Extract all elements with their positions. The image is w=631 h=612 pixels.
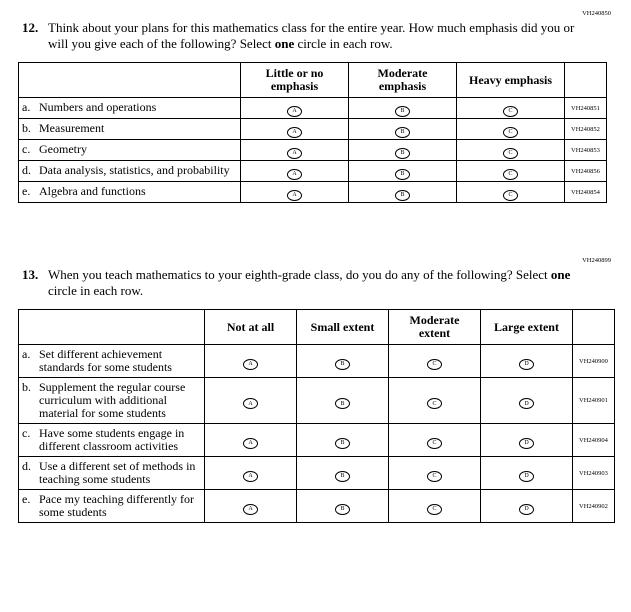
- row-code: VH240901: [573, 378, 615, 424]
- row-label-cell: [19, 119, 241, 140]
- option-cell: [297, 457, 389, 490]
- answer-bubble[interactable]: [427, 438, 442, 449]
- bubble-letter: A: [292, 171, 297, 177]
- option-cell: [241, 119, 349, 140]
- q13-response-table: [18, 309, 615, 523]
- bubble-letter: D: [524, 400, 529, 407]
- question-number: 13.: [22, 267, 39, 282]
- column-header: Large extent: [481, 310, 573, 345]
- option-cell: [241, 98, 349, 119]
- bubble-letter: A: [248, 440, 253, 446]
- answer-bubble[interactable]: [243, 398, 258, 409]
- answer-bubble[interactable]: [395, 148, 410, 159]
- row-code: VH240851: [565, 98, 607, 119]
- header-empty-cell: [19, 310, 205, 345]
- column-header: Moderate emphasis: [349, 63, 457, 98]
- row-label: Algebra and functions: [39, 184, 146, 198]
- question-13-section: [0, 257, 631, 523]
- row-label-cell: [19, 378, 205, 424]
- option-cell: [457, 119, 565, 140]
- question-prompt: [22, 267, 631, 299]
- bubble-letter: C: [432, 506, 437, 512]
- option-cell: [481, 490, 573, 523]
- row-letter: c.: [22, 142, 31, 156]
- option-cell: [481, 345, 573, 378]
- table-row: [19, 119, 607, 140]
- option-cell: [205, 490, 297, 523]
- answer-bubble[interactable]: [287, 169, 302, 180]
- answer-bubble[interactable]: [287, 127, 302, 138]
- row-letter: e.: [22, 184, 31, 198]
- answer-bubble[interactable]: [395, 127, 410, 138]
- bubble-letter: C: [432, 361, 437, 367]
- answer-bubble[interactable]: [519, 471, 534, 482]
- bubble-letter: C: [432, 473, 437, 479]
- table-row: [19, 345, 615, 378]
- row-letter: b.: [22, 380, 31, 394]
- answer-bubble[interactable]: [287, 148, 302, 159]
- bubble-letter: A: [248, 506, 253, 512]
- row-code: VH240904: [573, 424, 615, 457]
- row-code: VH240902: [573, 490, 615, 523]
- bubble-letter: C: [508, 171, 513, 177]
- row-label-cell: [19, 490, 205, 523]
- row-label: Measurement: [39, 121, 105, 135]
- row-letter: b.: [22, 121, 31, 135]
- question-number: 12.: [22, 20, 39, 35]
- option-cell: [349, 161, 457, 182]
- table-row: [19, 490, 615, 523]
- bubble-letter: B: [340, 506, 345, 512]
- bubble-letter: B: [400, 108, 405, 114]
- bubble-letter: D: [524, 506, 529, 512]
- row-code: VH240853: [565, 140, 607, 161]
- option-cell: [457, 161, 565, 182]
- bubble-letter: C: [508, 129, 513, 135]
- option-cell: [481, 457, 573, 490]
- answer-bubble[interactable]: [395, 106, 410, 117]
- bubble-letter: A: [292, 192, 297, 198]
- bubble-letter: B: [340, 361, 345, 367]
- option-cell: [389, 490, 481, 523]
- bubble-letter: D: [524, 473, 529, 479]
- bubble-letter: C: [508, 150, 513, 156]
- option-cell: [241, 161, 349, 182]
- row-label-cell: [19, 140, 241, 161]
- column-header: Small extent: [297, 310, 389, 345]
- answer-bubble[interactable]: [519, 504, 534, 515]
- bubble-letter: A: [248, 473, 253, 479]
- answer-bubble[interactable]: [335, 359, 350, 370]
- bubble-letter: C: [432, 400, 437, 407]
- bubble-letter: C: [508, 192, 513, 198]
- row-code: VH240903: [573, 457, 615, 490]
- table-row: [19, 424, 615, 457]
- answer-bubble[interactable]: [519, 438, 534, 449]
- answer-bubble[interactable]: [503, 148, 518, 159]
- option-cell: [481, 378, 573, 424]
- row-label-cell: [19, 182, 241, 203]
- answer-bubble[interactable]: [503, 169, 518, 180]
- answer-bubble[interactable]: [427, 359, 442, 370]
- option-cell: [297, 345, 389, 378]
- bubble-letter: A: [292, 129, 297, 135]
- column-header: Little or no emphasis: [241, 63, 349, 98]
- bubble-letter: A: [248, 361, 253, 367]
- bubble-letter: A: [292, 108, 297, 114]
- answer-bubble[interactable]: [335, 438, 350, 449]
- option-cell: [457, 140, 565, 161]
- row-label: Set different achievement standards for some students: [39, 347, 172, 374]
- option-cell: [205, 424, 297, 457]
- option-cell: [457, 182, 565, 203]
- option-cell: [205, 378, 297, 424]
- table-row: [19, 161, 607, 182]
- column-header: Heavy emphasis: [457, 63, 565, 98]
- bubble-letter: B: [400, 129, 405, 135]
- answer-bubble[interactable]: [427, 504, 442, 515]
- bubble-letter: C: [432, 440, 437, 446]
- option-cell: [389, 457, 481, 490]
- bubble-letter: B: [400, 192, 405, 198]
- answer-bubble[interactable]: [503, 106, 518, 117]
- bubble-letter: B: [400, 150, 405, 156]
- answer-bubble[interactable]: [427, 471, 442, 482]
- row-letter: a.: [22, 100, 31, 114]
- answer-bubble[interactable]: [287, 190, 302, 201]
- option-cell: [297, 424, 389, 457]
- table-row: [19, 182, 607, 203]
- answer-bubble[interactable]: [519, 359, 534, 370]
- bubble-letter: D: [524, 440, 529, 446]
- option-cell: [349, 98, 457, 119]
- row-label: Supplement the regular course curriculum with additional material for some students: [39, 380, 186, 420]
- row-label-cell: [19, 98, 241, 119]
- bubble-letter: B: [340, 440, 345, 446]
- header-code-cell: [573, 310, 615, 345]
- row-label: Data analysis, statistics, and probability: [39, 163, 230, 177]
- row-letter: e.: [22, 492, 31, 506]
- header-empty-cell: [19, 63, 241, 98]
- question-code: VH240850: [582, 10, 611, 17]
- question-text: [48, 20, 580, 52]
- answer-bubble[interactable]: [427, 398, 442, 409]
- option-cell: [389, 378, 481, 424]
- option-cell: [349, 119, 457, 140]
- row-label-cell: [19, 345, 205, 378]
- q12-response-table: [18, 62, 607, 203]
- option-cell: [349, 182, 457, 203]
- bubble-letter: A: [248, 400, 253, 407]
- option-cell: [205, 457, 297, 490]
- answer-bubble[interactable]: [335, 398, 350, 409]
- answer-bubble[interactable]: [395, 190, 410, 201]
- option-cell: [349, 140, 457, 161]
- row-label: Use a different set of methods in teaching some students: [39, 459, 196, 486]
- question-text-bold: one: [274, 36, 295, 51]
- header-row: [19, 310, 615, 345]
- row-label: Have some students engage in different classroom activities: [39, 426, 185, 453]
- answer-bubble[interactable]: [503, 190, 518, 201]
- bubble-letter: D: [524, 361, 529, 367]
- table-row: [19, 98, 607, 119]
- row-code: VH240854: [565, 182, 607, 203]
- option-cell: [481, 424, 573, 457]
- answer-bubble[interactable]: [503, 127, 518, 138]
- header-row: [19, 63, 607, 98]
- answer-bubble[interactable]: [243, 471, 258, 482]
- row-letter: c.: [22, 426, 31, 440]
- answer-bubble[interactable]: [519, 398, 534, 409]
- row-code: VH240856: [565, 161, 607, 182]
- answer-bubble[interactable]: [335, 471, 350, 482]
- option-cell: [457, 98, 565, 119]
- bubble-letter: B: [340, 473, 345, 479]
- question-text: [48, 267, 580, 299]
- answer-bubble[interactable]: [243, 438, 258, 449]
- answer-bubble[interactable]: [243, 359, 258, 370]
- option-cell: [241, 140, 349, 161]
- bubble-letter: B: [400, 171, 405, 177]
- question-text-pre: Think about your plans for this mathematics class for the entire year. How much emphasis did you or will you give each of the following? Select: [48, 20, 575, 51]
- row-letter: d.: [22, 459, 31, 473]
- question-code: VH240899: [582, 257, 611, 264]
- bubble-letter: B: [340, 400, 345, 407]
- question-text-bold: one: [550, 267, 571, 282]
- table-row: [19, 378, 615, 424]
- question-prompt: [22, 20, 631, 52]
- row-letter: a.: [22, 347, 31, 361]
- option-cell: [297, 490, 389, 523]
- question-text-post: circle in each row.: [48, 283, 144, 298]
- row-label: Geometry: [39, 142, 87, 156]
- option-cell: [297, 378, 389, 424]
- row-label: Numbers and operations: [39, 100, 157, 114]
- row-label: Pace my teaching differently for some students: [39, 492, 195, 519]
- header-code-cell: [565, 63, 607, 98]
- answer-bubble[interactable]: [287, 106, 302, 117]
- question-12-section: [0, 10, 631, 203]
- table-row: [19, 140, 607, 161]
- row-label-cell: [19, 161, 241, 182]
- option-cell: [241, 182, 349, 203]
- row-code: VH240900: [573, 345, 615, 378]
- option-cell: [205, 345, 297, 378]
- answer-bubble[interactable]: [395, 169, 410, 180]
- column-header: Not at all: [205, 310, 297, 345]
- row-code: VH240852: [565, 119, 607, 140]
- column-header: Moderate extent: [389, 310, 481, 345]
- row-letter: d.: [22, 163, 31, 177]
- bubble-letter: A: [292, 150, 297, 156]
- row-label-cell: [19, 424, 205, 457]
- answer-bubble[interactable]: [243, 504, 258, 515]
- option-cell: [389, 424, 481, 457]
- question-text-pre: When you teach mathematics to your eighth-grade class, do you do any of the following? Select: [48, 267, 551, 282]
- answer-bubble[interactable]: [335, 504, 350, 515]
- question-text-post: circle in each row.: [294, 36, 393, 51]
- row-label-cell: [19, 457, 205, 490]
- bubble-letter: C: [508, 108, 513, 114]
- option-cell: [389, 345, 481, 378]
- table-row: [19, 457, 615, 490]
